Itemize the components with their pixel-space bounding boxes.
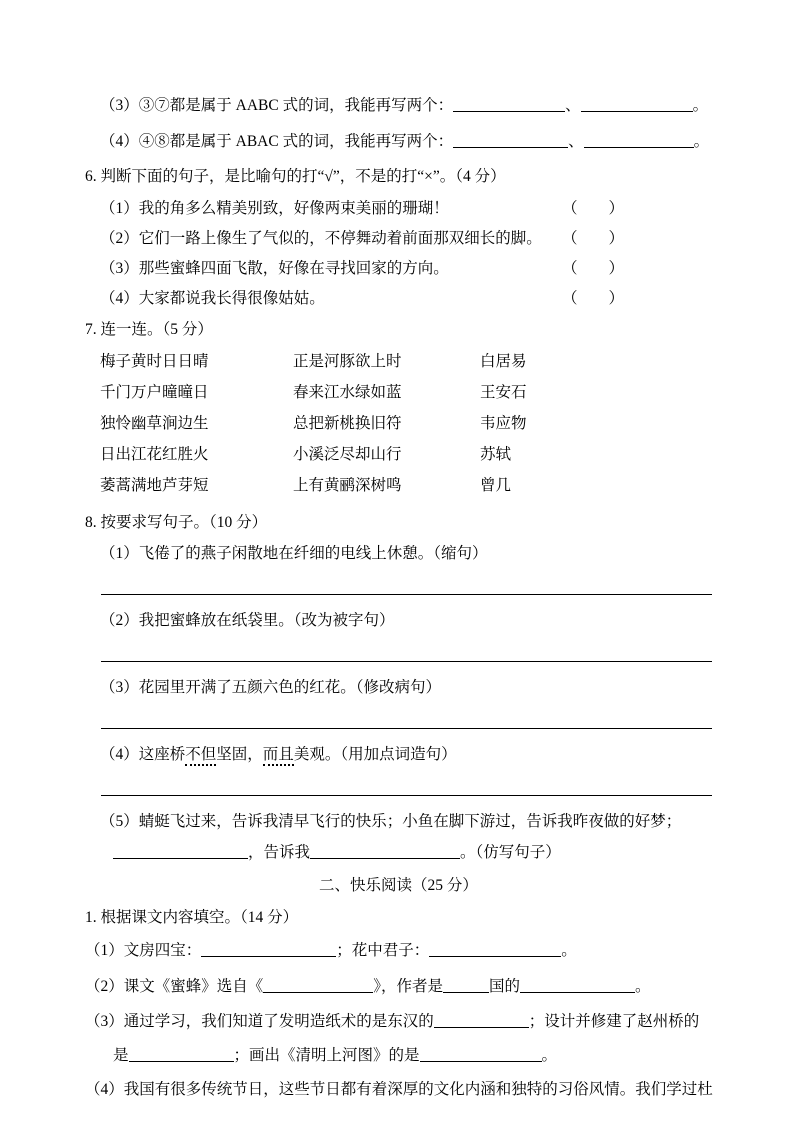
- answer-blank: [263, 978, 373, 993]
- answer-bracket: （ ）: [562, 260, 625, 277]
- answer-blank: [453, 133, 568, 148]
- q5-item-4-end: 。: [693, 133, 710, 150]
- answer-line: [101, 703, 712, 729]
- q8-item-5-mid: ，告诉我: [248, 844, 311, 861]
- s2-item-3-line-2-end: 。: [541, 1047, 558, 1064]
- q7-row-1-mid: 正是河豚欲上时: [293, 353, 402, 370]
- q7-row-4: [100, 439, 712, 470]
- q7-row-4-left: 日出江花红胜火: [100, 446, 209, 463]
- answer-line: [101, 770, 712, 796]
- q5-item-4-sep: 、: [568, 133, 584, 150]
- q8-item-4: [100, 740, 712, 770]
- q6-title: 6. 判断下面的句子，是比喻句的打“√”，不是的打“×”。（4 分）: [85, 168, 506, 185]
- q7-row-1-right: 白居易: [480, 353, 527, 370]
- answer-blank: [420, 1047, 542, 1062]
- s2-item-3-line-1-end: ；设计并修建了赵州桥的: [528, 1013, 700, 1030]
- q7-row-5-left: 萎蒿满地芦芽短: [100, 477, 209, 494]
- answer-bracket: （ ）: [562, 230, 625, 247]
- q7-row-1-left: 梅子黄时日日晴: [100, 353, 209, 370]
- q5-item-4: [100, 124, 712, 160]
- q7-row-2: [100, 377, 712, 408]
- s2-item-3-line-2-mid: ；画出《清明上河图》的是: [233, 1047, 420, 1064]
- q5-item-3-end: 。: [692, 97, 709, 114]
- q6-item-2: [100, 224, 712, 254]
- q6-item-3-text: （3）那些蜜蜂四面飞散，好像在寻找回家的方向。: [100, 260, 449, 277]
- section-2-item-4: （4）我国有很多传统节日，这些节日都有着深厚的文化内涵和独特的习俗风情。我们学过杜: [85, 1081, 713, 1098]
- q8-title: 8. 按要求写句子。（10 分）: [85, 514, 268, 531]
- q8-item-5-line-2: [113, 837, 712, 869]
- q5-item-3-sep: 、: [565, 97, 581, 114]
- q7-row-4-mid: 小溪泛尽却山行: [293, 446, 402, 463]
- answer-blank: [310, 844, 460, 859]
- q7-row-3-right: 韦应物: [480, 415, 527, 432]
- q6-item-4-text: （4）大家都说我长得很像姑姑。: [100, 290, 325, 307]
- q7-row-3-mid: 总把新桃换旧符: [293, 415, 402, 432]
- q7-row-4-right: 苏轼: [480, 446, 512, 463]
- s2-item-2-pre: （2）课文《蜜蜂》选自《: [85, 978, 264, 995]
- q7-row-3: [100, 408, 712, 439]
- section-2-item-2: [85, 969, 712, 1005]
- q7-title: 7. 连一连。（5 分）: [85, 321, 213, 338]
- answer-bracket: （ ）: [562, 290, 625, 307]
- q8-item-1: （1）飞倦了的燕子闲散地在纤细的电线上休憩。（缩句）: [100, 545, 488, 562]
- q8-item-4-mid: 坚固，: [216, 746, 263, 763]
- s2-item-1-end: 。: [561, 942, 577, 959]
- answer-blank: [584, 133, 694, 148]
- q7-row-2-left: 千门万户曈曈日: [100, 384, 209, 401]
- q7-row-5-right: 曾几: [480, 477, 512, 494]
- section-2-item-1: [85, 933, 712, 969]
- q5-item-4-text: （4）④⑧都是属于 ABAC 式的词，我能再写两个：: [100, 133, 454, 150]
- q7-row-3-left: 独怜幽草涧边生: [100, 415, 209, 432]
- section-2-q1-title: 1. 根据课文内容填空。（14 分）: [85, 909, 299, 926]
- q7-row-2-mid: 春来江水绿如蓝: [293, 384, 402, 401]
- q7-row-2-right: 王安石: [480, 384, 527, 401]
- q8-item-3: （3）花园里开满了五颜六色的红花。（修改病句）: [100, 679, 442, 696]
- section-2-item-3-line-2: [113, 1039, 712, 1073]
- q8-item-4-emphasis-1: 不但: [185, 746, 216, 766]
- answer-blank: [581, 97, 693, 112]
- answer-blank: [113, 844, 248, 859]
- q7-row-5-mid: 上有黄鹂深树鸣: [293, 477, 402, 494]
- s2-item-3-line-2-pre: 是: [113, 1047, 129, 1064]
- section-2-item-3-line-1: [85, 1005, 712, 1039]
- q8-item-4-end: 美观。（用加点词造句）: [293, 746, 457, 763]
- answer-blank: [453, 97, 565, 112]
- section-2-title: 二、快乐阅读（25 分）: [319, 877, 478, 894]
- answer-line: [101, 569, 712, 595]
- s2-item-2-end: 。: [635, 978, 651, 995]
- q6-item-2-text: （2）它们一路上像生了气似的，不停舞动着前面那双细长的脚。: [100, 230, 542, 247]
- q8-item-4-emphasis-2: 而且: [263, 746, 294, 766]
- q6-item-4: [100, 284, 712, 314]
- answer-blank: [429, 942, 561, 957]
- q7-row-5: [100, 470, 712, 501]
- q8-item-5-end: 。（仿写句子）: [460, 844, 561, 861]
- q6-item-1: [100, 194, 712, 224]
- q6-item-1-text: （1）我的角多么精美别致，好像两束美丽的珊瑚！: [100, 200, 449, 217]
- answer-blank: [129, 1047, 234, 1062]
- q6-item-3: [100, 254, 712, 284]
- q8-item-2: （2）我把蜜蜂放在纸袋里。（改为被字句）: [100, 612, 395, 629]
- answer-blank: [434, 1013, 529, 1028]
- answer-blank: [443, 978, 489, 993]
- s2-item-2-mid1: 》，作者是: [373, 978, 444, 995]
- q5-item-3: [100, 88, 712, 124]
- q7-row-1: [100, 346, 712, 377]
- answer-blank: [520, 978, 635, 993]
- q8-item-5-line-1: （5）蜻蜓飞过来，告诉我清早飞行的快乐；小鱼在脚下游过，告诉我昨夜做的好梦；: [100, 813, 682, 830]
- s2-item-1-mid: ；花中君子：: [336, 942, 430, 959]
- q8-item-4-pre: （4）这座桥: [100, 746, 186, 763]
- s2-item-3-line-1-pre: （3）通过学习，我们知道了发明造纸术的是东汉的: [85, 1013, 434, 1030]
- s2-item-2-mid2: 国的: [489, 978, 521, 995]
- answer-line: [101, 636, 712, 662]
- answer-blank: [201, 942, 336, 957]
- q5-item-3-text: （3）③⑦都是属于 AABC 式的词，我能再写两个：: [100, 97, 454, 114]
- s2-item-1-pre: （1）文房四宝：: [85, 942, 202, 959]
- answer-bracket: （ ）: [562, 200, 625, 217]
